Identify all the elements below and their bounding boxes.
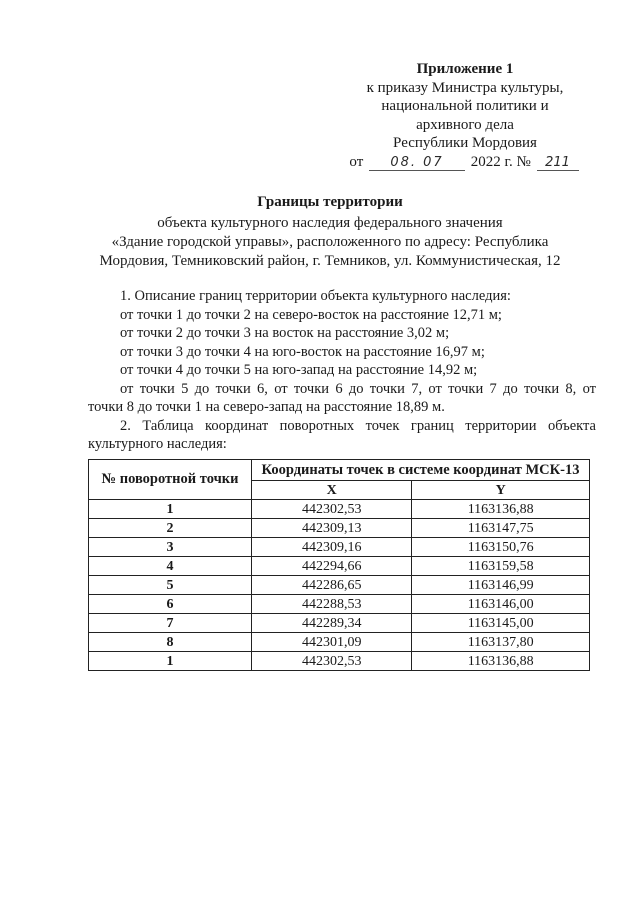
table-row [89, 538, 590, 557]
point-number: 6 [89, 595, 252, 614]
section2-title-cont: культурного наследия: [88, 436, 227, 452]
point-number: 8 [89, 633, 252, 652]
boundary-line: от точки 2 до точки 3 на восток на расстояние 3,02 м; [120, 325, 450, 341]
appendix-title: Приложение 1 [416, 61, 514, 77]
coord-x: 442288,53 [252, 595, 412, 614]
coord-x: 442302,53 [252, 500, 412, 519]
table-row [89, 576, 590, 595]
coord-y: 1163159,58 [412, 557, 590, 576]
coord-y: 1163136,88 [412, 500, 590, 519]
table-row [89, 614, 590, 633]
coord-y: 1163146,00 [412, 595, 590, 614]
coord-x: 442286,65 [252, 576, 412, 595]
point-number: 4 [89, 557, 252, 576]
coord-y: 1163136,88 [412, 652, 590, 671]
coordinates-table [88, 459, 590, 671]
document-heading [90, 193, 570, 271]
point-number: 1 [89, 652, 252, 671]
point-number: 7 [89, 614, 252, 633]
coord-y: 1163147,75 [412, 519, 590, 538]
heading-line: «Здание городской управы», расположенного по адресу: Республика [111, 234, 549, 250]
boundary-line: от точки 4 до точки 5 на юго-запад на расстояние 14,92 м; [120, 362, 478, 378]
appendix-line: архивного дела [416, 116, 514, 133]
coord-y: 1163145,00 [412, 614, 590, 633]
handwritten-order-number: 211 [537, 156, 579, 171]
appendix-date-line [340, 153, 590, 172]
point-number: 1 [89, 500, 252, 519]
point-number: 5 [89, 576, 252, 595]
boundary-line: точки 8 до точки 1 на северо-запад на расстояние 18,89 м. [88, 399, 445, 415]
heading-line: Мордовия, Темниковский район, г. Темников, ул. Коммунистическая, 12 [99, 253, 561, 269]
coord-x: 442289,34 [252, 614, 412, 633]
coord-x: 442309,13 [252, 519, 412, 538]
appendix-line: к приказу Министра культуры, [366, 79, 564, 96]
coord-x: 442302,53 [252, 652, 412, 671]
heading-title: Границы территории [257, 194, 403, 210]
point-number: 3 [89, 538, 252, 557]
table-row [89, 500, 590, 519]
body-text [88, 287, 596, 454]
table-row [89, 557, 590, 576]
coord-y: 1163137,80 [412, 633, 590, 652]
coord-y: 1163146,99 [412, 576, 590, 595]
date-prefix: от [349, 153, 364, 170]
section2-title: 2. Таблица координат поворотных точек границ территории объекта [120, 417, 596, 434]
section1-title: 1. Описание границ территории объекта культурного наследия: [120, 288, 511, 304]
appendix-line: национальной политики и [381, 98, 549, 114]
column-header-x: X [252, 481, 412, 500]
appendix-block [340, 60, 590, 171]
year-label: 2022 г. № [470, 153, 531, 170]
column-header-coordinates: Координаты точек в системе координат МСК-13 [252, 460, 590, 481]
column-header-y: Y [412, 481, 590, 500]
column-header-point-number: № поворотной точки [89, 460, 252, 500]
boundary-line: от точки 3 до точки 4 на юго-восток на расстояние 16,97 м; [120, 343, 485, 360]
handwritten-date: 08. 07 [369, 156, 465, 171]
point-number: 2 [89, 519, 252, 538]
coord-x: 442301,09 [252, 633, 412, 652]
table-row [89, 519, 590, 538]
appendix-line: Республики Мордовия [393, 135, 537, 151]
heading-line: объекта культурного наследия федерального значения [157, 215, 503, 231]
table-row [89, 595, 590, 614]
coord-y: 1163150,76 [412, 538, 590, 557]
coord-x: 442309,16 [252, 538, 412, 557]
table-row [89, 652, 590, 671]
boundary-line: от точки 1 до точки 2 на северо-восток на расстояние 12,71 м; [120, 306, 502, 323]
boundary-line: от точки 5 до точки 6, от точки 6 до точки 7, от точки 7 до точки 8, от [120, 380, 596, 397]
coord-x: 442294,66 [252, 557, 412, 576]
table-row [89, 633, 590, 652]
